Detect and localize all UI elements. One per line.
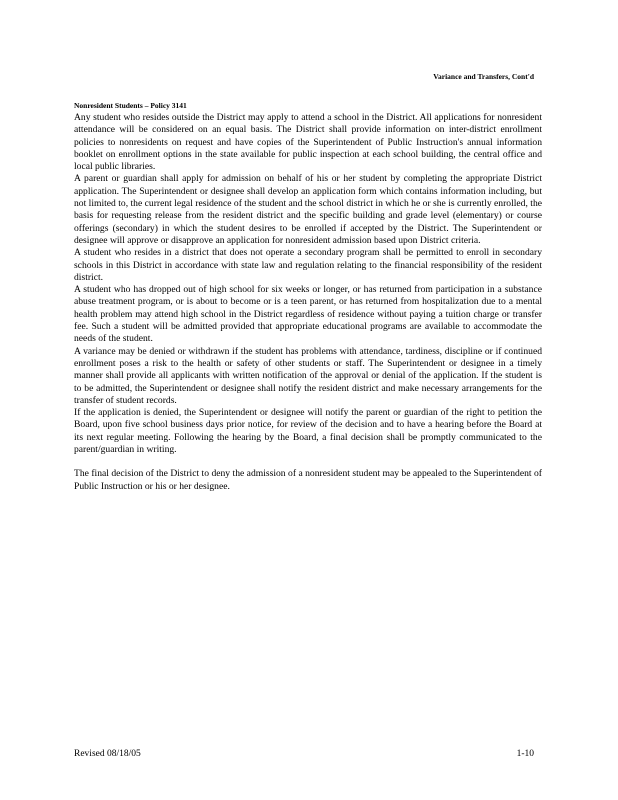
paragraph-residency: Any student who resides outside the District may apply to attend a school in the District. All applications for nonresident attendance will be considered on an equal basis. The District shall provide information on inter-district enrollment policies to nonresidents on request and have copies of the Superintendent of Public Instruction's annual information booklet on enrollment options in the state available for public inspection at each school building, the central office and local public libraries. bbox=[74, 112, 542, 173]
policy-body bbox=[74, 112, 542, 493]
paragraph-denial: If the application is denied, the Superintendent or designee will notify the parent or guardian of the right to petition the Board, upon five school business days prior notice, for review of the decision and to have a hearing before the Board at its next regular meeting. Following the hearing by the Board, a final decision shall be promptly communicated to the parent/guardian in writing. bbox=[74, 407, 542, 456]
paragraph-gap bbox=[74, 456, 542, 468]
paragraph-secondary: A student who resides in a district that does not operate a secondary program shall be permitted to enroll in secondary schools in this District in accordance with state law and regulation relating to the financial responsibility of the resident district. bbox=[74, 247, 542, 283]
paragraph-variance: A variance may be denied or withdrawn if the student has problems with attendance, tardiness, discipline or if continued enrollment poses a risk to the health or safety of other students or staff. The Superintendent or designee in a timely manner shall provide all applicants with written notification of the approval or denial of the application. If the student is to be admitted, the Superintendent or designee shall notify the resident district and make necessary arrangements for the transfer of student records. bbox=[74, 345, 542, 406]
paragraph-dropout: A student who has dropped out of high school for six weeks or longer, or has returned from participation in a substance abuse treatment program, or is about to become or is a teen parent, or has returned from hospitalization due to a mental health problem may attend high school in the District regardless of residence without paying a tuition charge or transfer fee. Such a student will be admitted provided that appropriate educational programs are available to accommodate the needs of the student. bbox=[74, 284, 542, 345]
revised-date: Revised 08/18/05 bbox=[74, 749, 141, 759]
running-header: Variance and Transfers, Cont'd bbox=[433, 72, 534, 81]
section-title: Nonresident Students – Policy 3141 bbox=[74, 101, 187, 110]
page-number: 1-10 bbox=[516, 749, 534, 759]
paragraph-appeal: The final decision of the District to deny the admission of a nonresident student may be appealed to the Superintendent of Public Instruction or his or her designee. bbox=[74, 468, 542, 492]
paragraph-application: A parent or guardian shall apply for admission on behalf of his or her student by completing the appropriate District application. The Superintendent or designee shall develop an application form which contains information including, but not limited to, the current legal residence of the student and the school district in which he or she is currently enrolled, the basis for requesting release from the resident district and the specific building and grade level (elementary) or course offerings (secondary) in which the student desires to be enrolled if accepted by the District. The Superintendent or designee will approve or disapprove an application for nonresident admission based upon District criteria. bbox=[74, 173, 542, 246]
